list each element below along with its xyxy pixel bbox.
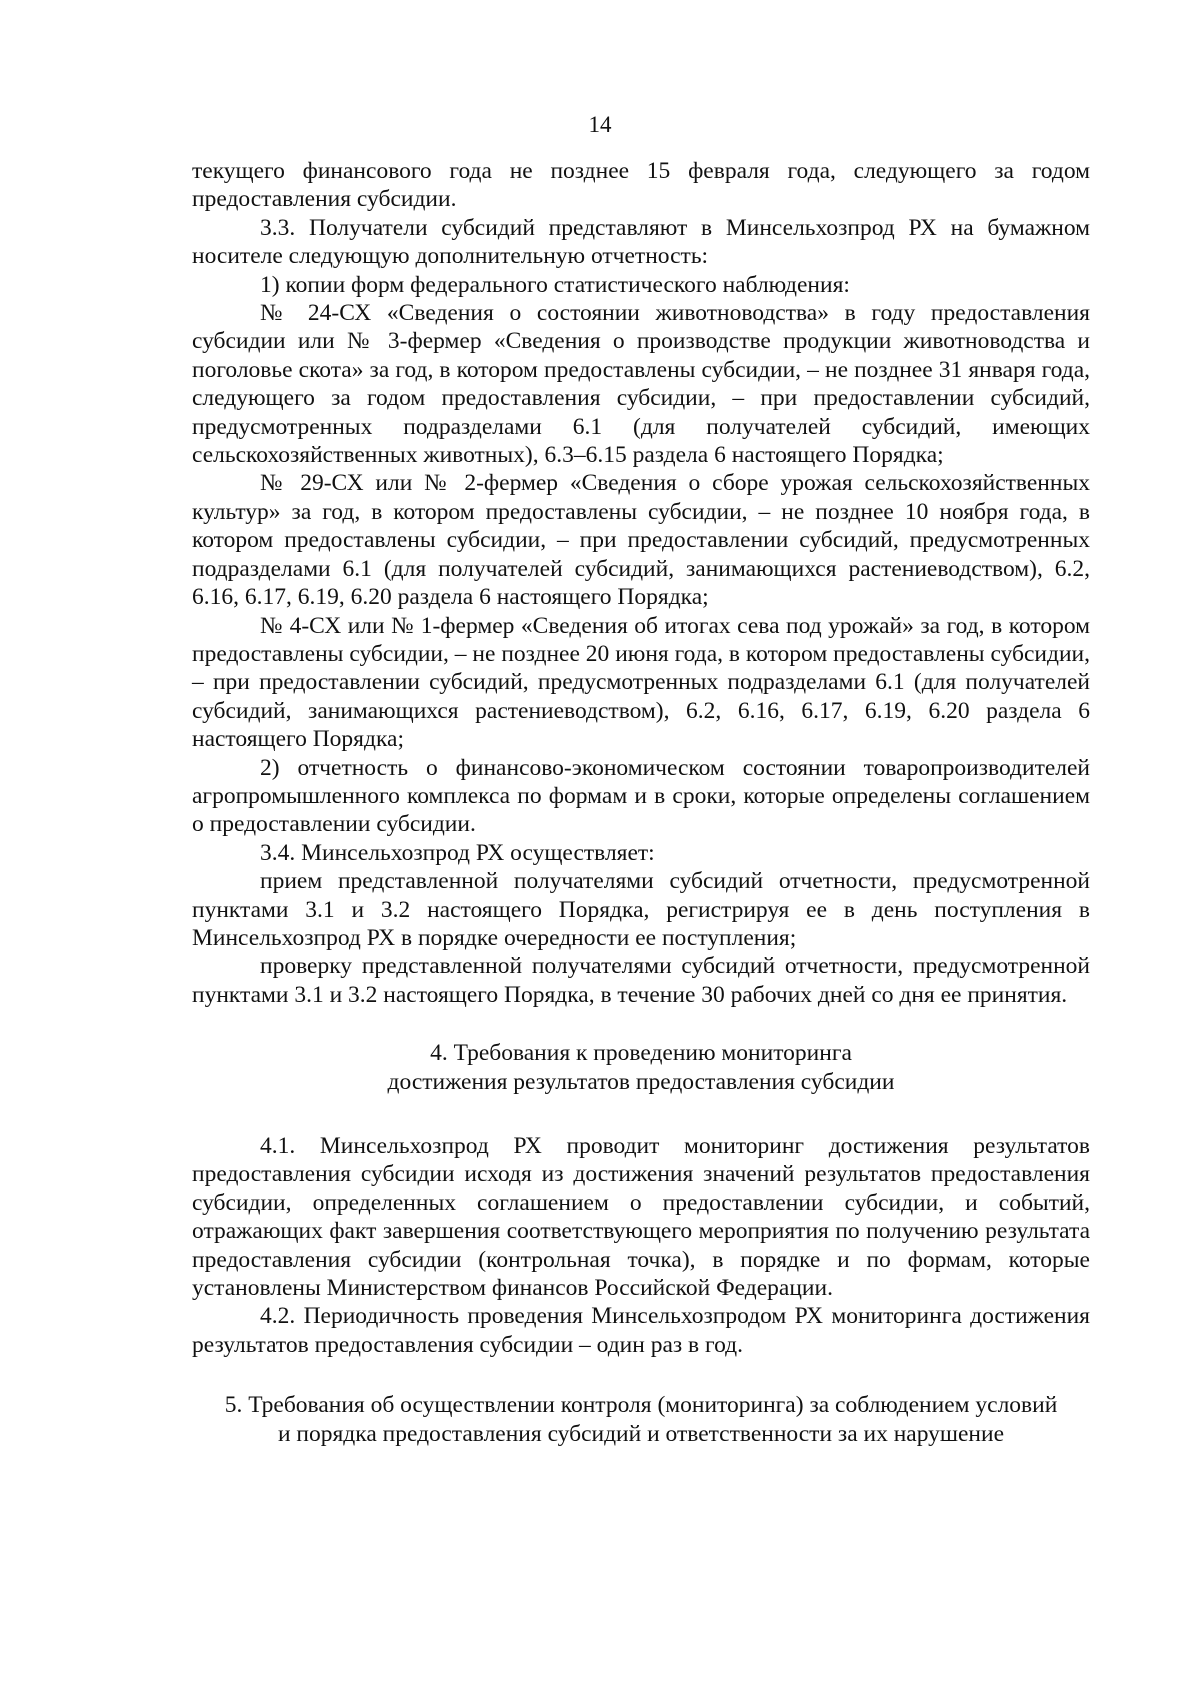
paragraph-form-4sx: № 4-СХ или № 1-фермер «Сведения об итогах сева под урожай» за год, в котором предоставлены субсидии, – не позднее 20 июня года, в котором предоставлены субсидии, – при предоставлении субсидий, предусмотренных подразделами 6.1 (для получателей субсидий, занимающихся растениеводством), 6.2, 6.16, 6.17, 6.19, 6.20 раздела 6 настоящего Порядка; (192, 612, 1090, 753)
paragraph-form-24sx: № 24-СХ «Сведения о состоянии животноводства» в году предоставления субсидии или № 3-фермер «Сведения о производстве продукции животноводства и поголовье скота» за год, в котором предоставлены субсидии, – не позднее 31 января года, следующего за годом предоставления субсидии, – при предоставлении субсидий, предусмотренных подразделами 6.1 (для получателей субсидий, имеющих сельскохозяйственных животных), 6.3–6.15 раздела 6 настоящего Порядка; (192, 300, 1090, 469)
section-4-heading-line-1: 4. Требования к проведению мониторинга (430, 1040, 852, 1067)
document-body (192, 157, 1090, 1448)
paragraph-3-4: 3.4. Минсельхозпрод РХ осуществляет: (260, 839, 655, 866)
paragraph-reception: прием представленной получателями субсидий отчетности, предусмотренной пунктами 3.1 и 3.2 настоящего Порядка, регистрируя ее в день поступления в Минсельхозпрод РХ в порядке очередности ее поступления; (192, 868, 1090, 951)
section-4-heading-line-2: достижения результатов предоставления субсидии (387, 1068, 895, 1095)
section-5-heading-line-1: 5. Требования об осуществлении контроля (мониторинга) за соблюдением условий (224, 1392, 1058, 1419)
paragraph-3-3: 3.3. Получатели субсидий представляют в Минсельхозпрод РХ на бумажном носителе следующую дополнительную отчетность: (192, 214, 1090, 270)
paragraph-form-29sx: № 29-СХ или № 2-фермер «Сведения о сборе урожая сельскохозяйственных культур» за год, в котором предоставлены субсидии, – не позднее 10 ноября года, в котором предоставлены субсидии, – при предоставлении субсидий, предусмотренных подразделами 6.1 (для получателей субсидий, занимающихся растениеводством), 6.2, 6.16, 6.17, 6.19, 6.20 раздела 6 настоящего Порядка; (192, 470, 1090, 611)
section-5-heading-line-2: и порядка предоставления субсидий и ответственности за их нарушение (277, 1420, 1005, 1447)
paragraph-verification: проверку представленной получателями субсидий отчетности, предусмотренной пунктами 3.1 и 3.2 настоящего Порядка, в течение 30 рабочих дней со дня ее принятия. (192, 953, 1090, 1008)
paragraph-continuation: текущего финансового года не позднее 15 февраля года, следующего за годом предоставления субсидии. (192, 158, 1090, 213)
paragraph-list-2: 2) отчетность о финансово-экономическом состоянии товаропроизводителей агропромышленного комплекса по формам и в сроки, которые определены соглашением о предоставлении субсидии. (192, 754, 1090, 838)
paragraph-4-2: 4.2. Периодичность проведения Минсельхозпродом РХ мониторинга достижения результатов предоставления субсидии – один раз в год. (192, 1303, 1090, 1358)
paragraph-list-1: 1) копии форм федерального статистического наблюдения: (260, 271, 850, 298)
paragraph-4-1: 4.1. Минсельхозпрод РХ проводит мониторинг достижения результатов предоставления субсидии исходя из достижения значений результатов предоставления субсидии, определенных соглашением о предоставлении субсидии, и событий, отражающих факт завершения соответствующего мероприятия по получению результата предоставления субсидии (контрольная точка), в порядке и по формам, которые установлены Министерством финансов Российской Федерации. (192, 1133, 1090, 1302)
page-number: 14 (588, 112, 612, 137)
